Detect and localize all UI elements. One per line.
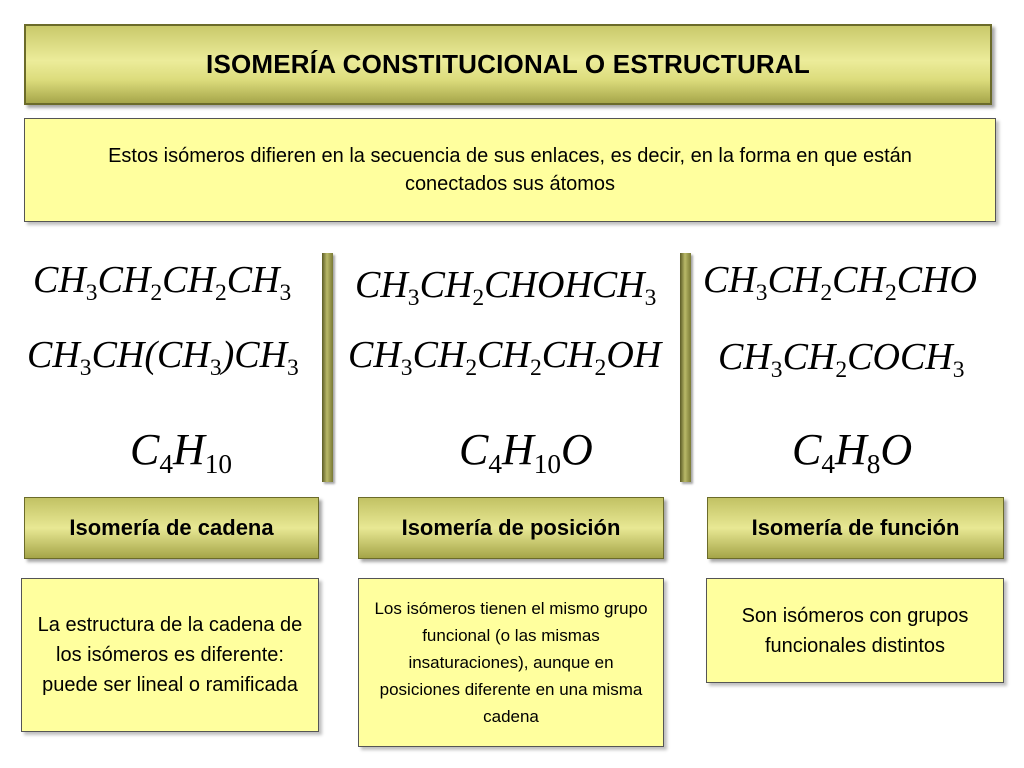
column-divider-1 (322, 253, 333, 482)
desc-chain-text: La estructura de la cadena de los isómeros es diferente: puede ser lineal o ramificada (37, 614, 303, 696)
molecular-formula-2: $C_4H_{10}O$ (459, 425, 593, 479)
label-position-text: Isomería de posición (401, 515, 621, 540)
desc-function (706, 578, 1004, 683)
molecular-formula-1: $C_4H_{10}$ (130, 425, 233, 479)
formula-isobutane: $CH_3CH(CH_3)CH_3$ (27, 334, 299, 381)
column-divider-2 (680, 253, 691, 482)
label-function-text: Isomería de función (751, 515, 960, 540)
intro-box (24, 118, 996, 222)
desc-position (358, 578, 664, 747)
formula-butanal: $CH_3CH_2CH_2CHO$ (703, 259, 977, 306)
label-function-isomerism (707, 497, 1004, 559)
formula-1-butanol: $CH_3CH_2CH_2CH_2OH$ (348, 334, 662, 381)
label-chain-isomerism (24, 497, 319, 559)
molecular-formula-3: $C_4H_8O$ (792, 425, 913, 479)
page-title: ISOMERÍA CONSTITUCIONAL O ESTRUCTURAL (206, 49, 810, 79)
formula-2-butanol: $CH_3CH_2CHOHCH_3$ (355, 264, 657, 311)
formula-butane: $CH_3CH_2CH_2CH_3$ (33, 259, 292, 306)
intro-text: Estos isómeros difieren en la secuencia de sus enlaces, es decir, en la forma en que están conectados sus átomos (108, 145, 912, 195)
desc-function-text: Son isómeros con grupos funcionales distintos (741, 604, 969, 657)
title-banner (24, 24, 992, 105)
label-position-isomerism (358, 497, 664, 559)
label-chain-text: Isomería de cadena (69, 515, 274, 540)
desc-position-text: Los isómeros tienen el mismo grupo funcional (o las mismas insaturaciones), aunque en posiciones diferente en una misma cadena (374, 599, 648, 726)
desc-chain (21, 578, 319, 732)
formula-butanone: $CH_3CH_2COCH_3$ (718, 336, 965, 383)
